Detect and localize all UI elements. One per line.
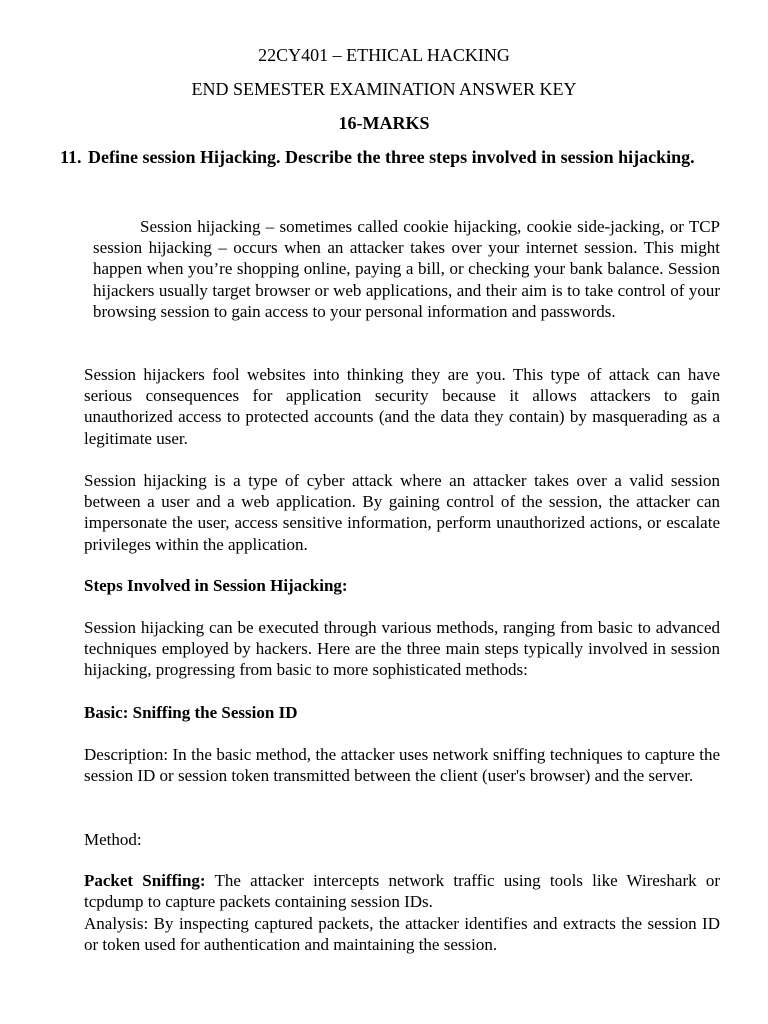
basic-description-paragraph: Description: In the basic method, the attacker uses network sniffing techniques to capture the session ID or session token transmitted between the client (user's browser) and the server. [84,745,720,786]
packet-sniffing-text: The attacker intercepts network traffic using tools like Wireshark or tcpdump to capture packets containing session IDs. [84,871,721,912]
steps-intro-paragraph: Session hijacking can be executed through various methods, ranging from basic to advanced techniques employed by hackers. Here are the three main steps typically involved in session hijacking, progressing from basic to more sophisticated methods: [84,618,720,680]
intro-paragraph: Session hijacking – sometimes called cookie hijacking, cookie side-jacking, or TCP session hijacking – occurs when an attacker takes over your internet session. This might happen when you’re shopping online, paying a bill, or checking your bank balance. Session hijackers usually target browser or web applications, and their aim is to take control of your browsing session to gain access to your personal information and passwords. [93,217,720,321]
course-title: 22CY401 – ETHICAL HACKING [258,45,510,65]
steps-heading: Steps Involved in Session Hijacking: [84,576,348,595]
definition-paragraph: Session hijacking is a type of cyber attack where an attacker takes over a valid session between a user and a web application. By gaining control of the session, the attacker can impersonate the user, access sensitive information, perform unauthorized actions, or escalate privileges within the application. [84,471,720,554]
question-number: 11. [60,147,82,167]
analysis-paragraph: Analysis: By inspecting captured packets, the attacker identifies and extracts the session ID or token used for authentication and maintaining the session. [84,914,720,955]
consequences-paragraph: Session hijackers fool websites into thinking they are you. This type of attack can have serious consequences for application security because it allows attackers to gain unauthorized access to protected accounts (and the data they contain) by masquerading as a legitimate user. [84,365,720,448]
marks-heading: 16-MARKS [338,113,430,133]
packet-sniffing-label: Packet Sniffing: [84,871,206,890]
packet-sniffing-paragraph [84,870,720,912]
exam-title: END SEMESTER EXAMINATION ANSWER KEY [191,79,577,99]
method-label: Method: [84,830,142,849]
question-text: Define session Hijacking. Describe the three steps involved in session hijacking. [88,147,695,167]
basic-step-heading: Basic: Sniffing the Session ID [84,703,298,722]
